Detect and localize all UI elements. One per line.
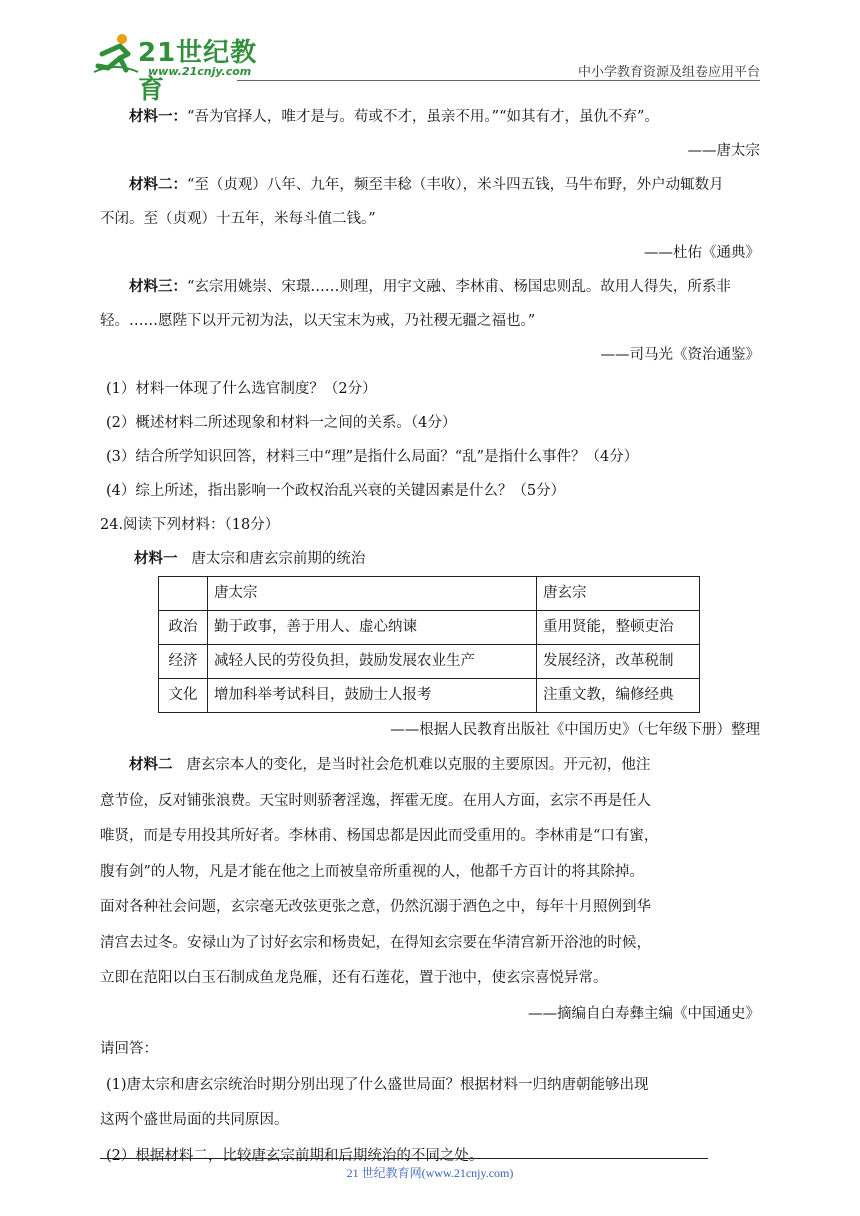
q23-material-2-cont: 不闭。至（贞观）十五年，米每斗值二钱。” (100, 211, 376, 227)
running-figure-icon (92, 32, 140, 76)
footer-text: 21 世纪教育网(www.21cnjy.com) (346, 1166, 514, 1180)
q23-material-1-source: ——唐太宗 (687, 143, 760, 159)
paragraph-line: 腹有剑”的人物，凡是才能在他之上而被皇帝所重视的人，他都千方百计的将其除掉。 (100, 863, 644, 880)
table-cell: 政治 (159, 611, 208, 645)
q23-question-4: (4）综上所述，指出影响一个政权治乱兴衰的关键因素是什么？（5分） (106, 483, 566, 499)
table-row (159, 679, 700, 713)
q24-answer-prompt-1-cont: 这两个盛世局面的共同原因。 (100, 1112, 289, 1128)
q23-question-3: (3）结合所学知识回答，材料三中“理”是指什么局面？“乱”是指什么事件？（4分） (106, 449, 639, 465)
table-cell: 减轻人民的劳役负担，鼓励发展农业生产 (208, 645, 537, 679)
ask-label: 请回答： (100, 1041, 158, 1057)
footer-divider (100, 1158, 708, 1159)
paragraph-line: 意节俭，反对铺张浪费。天宝时则骄奢淫逸，挥霍无度。在用人方面，玄宗不再是任人 (100, 792, 651, 809)
q24-answer-prompt-2: (2）根据材料二，比较唐玄宗前期和后期统治的不同之处。 (106, 1147, 484, 1164)
logo (92, 32, 272, 105)
q23-material-1: 材料一：“吾为官择人，唯才是与。苟或不才，虽亲不用。”“如其有才，虽仇不弃”。 (129, 108, 659, 125)
q24-material-2-label: 材料二 (129, 756, 173, 773)
q23-question-2: (2）概述材料二所述现象和材料一之间的关系。（4分） (106, 415, 457, 431)
table-header-cell: 唐太宗 (208, 577, 537, 611)
paragraph-line: 唯贤，而是专用投其所好者。李林甫、杨国忠都是因此而受重用的。李林甫是“口有蜜， (100, 828, 659, 844)
q24-material-1-heading: 材料一 唐太宗和唐玄宗前期的统治 (134, 550, 366, 567)
table-cell: 文化 (159, 679, 208, 713)
q23-question-1: (1）材料一体现了什么选官制度？（2分） (106, 381, 377, 397)
paragraph-line: 面对各种社会问题，玄宗毫无改弦更张之意，仍然沉溺于酒色之中，每年十月照例到华 (100, 899, 651, 915)
table-cell: 注重文教，编修经典 (537, 679, 700, 713)
q23-material-2-source: ——杜佑《通典》 (644, 245, 760, 261)
comparison-table (158, 576, 700, 713)
logo-url: www.21cnjy.com (148, 65, 252, 78)
table-cell: 增加科举考试科目，鼓励士人报考 (208, 679, 537, 713)
q23-material-3-source: ——司马光《资治通鉴》 (600, 347, 760, 363)
q23-material-2: 材料二：“至（贞观）八年、九年，频至丰稔（丰收），米斗四五钱，马牛布野，外户动辄数月 (129, 176, 724, 193)
document-body (100, 100, 760, 1174)
paragraph-line: 清宫去过冬。安禄山为了讨好玄宗和杨贵妃，在得知玄宗要在华清宫新开浴池的时候， (100, 934, 651, 951)
q24-answer-prompt-1: (1)唐太宗和唐玄宗统治时期分别出现了什么盛世局面？根据材料一归纳唐朝能够出现 (106, 1076, 649, 1093)
table-cell: 经济 (159, 645, 208, 679)
logo-text: 21世纪教育 (138, 38, 258, 105)
q23-material-3-cont: 轻。……愿陛下以开元初为法，以天宝末为戒，乃社稷无疆之福也。” (100, 313, 536, 329)
table-cell: 发展经济，改革税制 (537, 645, 700, 679)
table-header-row (159, 577, 700, 611)
table-header-cell: 唐玄宗 (537, 577, 700, 611)
q24-material-1-source: ——根据人民教育出版社《中国历史》（七年级下册）整理 (390, 722, 760, 738)
q24-material-2-source: ——摘编自白寿彝主编《中国通史》 (528, 1005, 760, 1022)
paragraph-line: 立即在范阳以白玉石制成鱼龙凫雁，还有石莲花，置于池中，使玄宗喜悦异常。 (100, 970, 608, 986)
q24-material-2 (100, 747, 760, 1174)
table-cell: 勤于政事，善于用人、虚心纳谏 (208, 611, 537, 645)
platform-name: 中小学教育资源及组卷应用平台 (577, 65, 760, 80)
q24-title: 24.阅读下列材料：（18分） (100, 517, 280, 533)
table-row (159, 645, 700, 679)
table-header-cell (159, 577, 208, 611)
page-header (92, 26, 760, 105)
table-row (159, 611, 700, 645)
header-divider (237, 80, 760, 81)
paragraph-line: 唐玄宗本人的变化，是当时社会危机难以克服的主要原因。开元初，他注 (186, 757, 651, 773)
q23-material-3: 材料三：“玄宗用姚崇、宋璟……则理，用宇文融、李林甫、杨国忠则乱。故用人得失，所系非 (129, 278, 731, 295)
table-cell: 重用贤能，整顿吏治 (537, 611, 700, 645)
